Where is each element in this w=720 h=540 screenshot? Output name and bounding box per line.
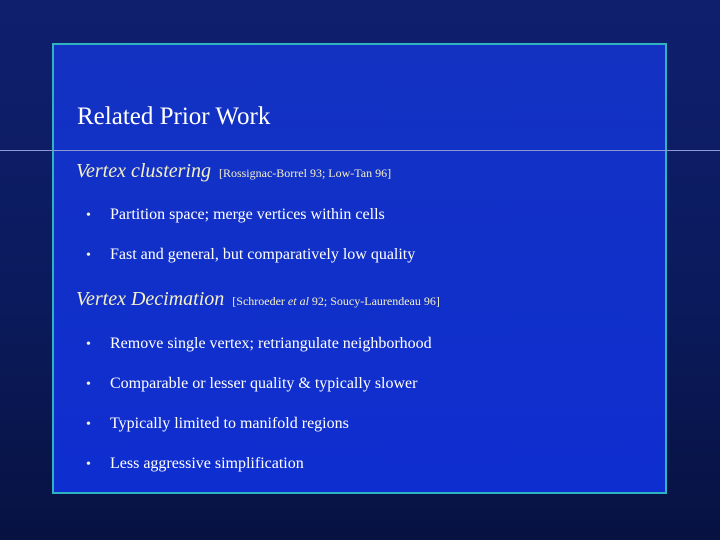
section-heading-label: Vertex Decimation [76,288,225,310]
bullet-icon: • [86,337,91,352]
section-heading-vertex-decimation [76,288,440,311]
bullet-text: Less aggressive simplification [110,455,304,472]
bullet-item [86,246,415,264]
section-heading-vertex-clustering [76,160,391,183]
bullet-text: Typically limited to manifold regions [110,415,349,432]
title-divider [0,150,720,151]
bullet-item [86,415,349,433]
bullet-icon: • [86,377,91,392]
reference-et-al: et al [287,294,309,308]
bullet-icon: • [86,248,91,263]
bullet-text: Fast and general, but comparatively low quality [110,246,416,263]
bullet-icon: • [86,417,91,432]
bullet-text: Remove single vertex; retriangulate neighborhood [110,335,432,352]
slide-title: Related Prior Work [77,103,271,130]
bullet-icon: • [86,208,91,223]
bullet-item [86,455,304,473]
reference-part: [Schroeder [232,294,288,308]
reference-part: 92; Soucy-Laurendeau 96] [308,294,440,308]
bullet-icon: • [86,457,91,472]
section-reference [232,294,440,308]
bullet-item [86,375,417,393]
section-heading-label: Vertex clustering [76,160,211,182]
bullet-item [86,206,385,224]
bullet-item [86,335,432,353]
bullet-text: Partition space; merge vertices within cells [110,206,385,223]
section-reference: [Rossignac-Borrel 93; Low-Tan 96] [218,166,392,180]
bullet-text: Comparable or lesser quality & typically slower [110,375,418,392]
